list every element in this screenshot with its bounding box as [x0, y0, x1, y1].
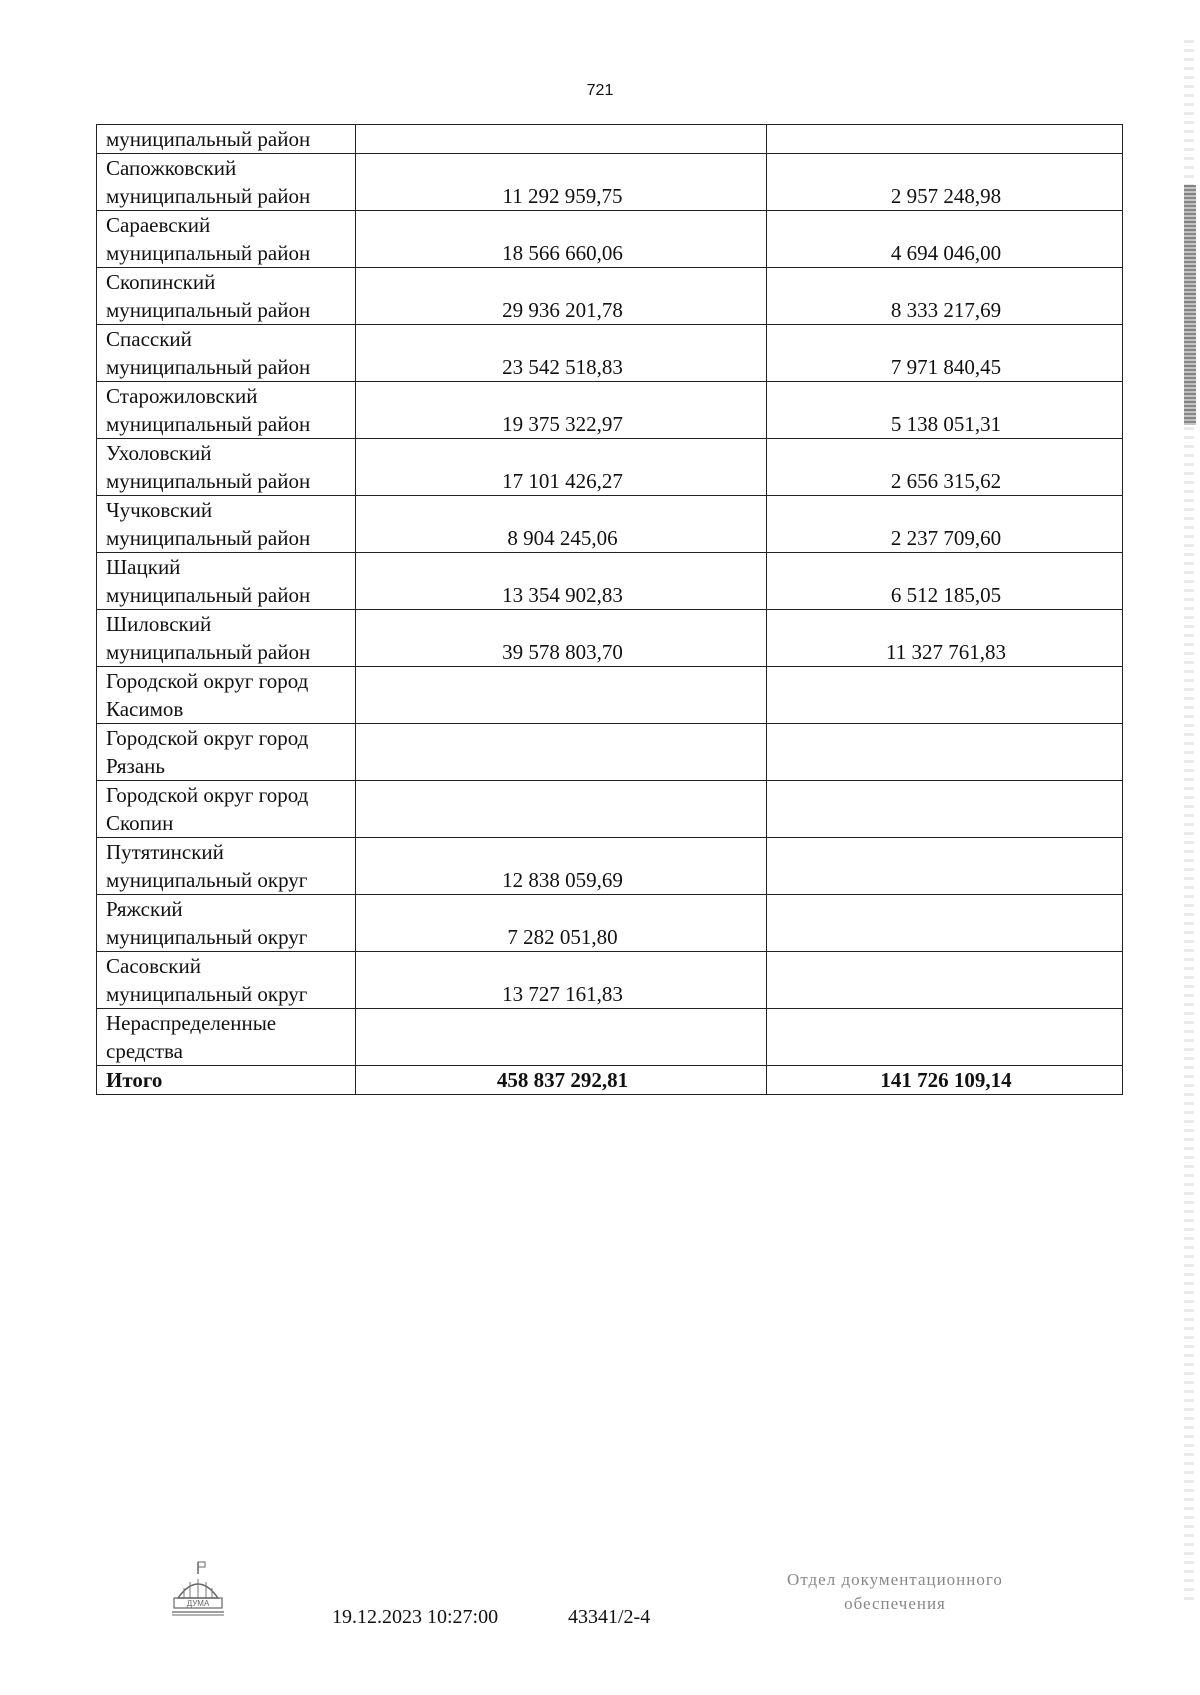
district-name-line: Городской округ город	[106, 669, 309, 693]
district-name-line: Ряжский	[106, 897, 183, 921]
amount-cell: 5 138 051,31	[767, 382, 1123, 439]
duma-logo-icon	[168, 1560, 228, 1620]
district-name-cell	[97, 325, 356, 382]
amount-cell	[767, 667, 1123, 724]
district-name-line: муниципальный район	[106, 241, 311, 265]
district-name-line: муниципальный округ	[106, 868, 308, 892]
district-name-line: Шиловский	[106, 612, 212, 636]
district-name-line: средства	[106, 1039, 184, 1063]
table-row	[97, 781, 1123, 838]
budget-table	[96, 124, 1123, 1095]
footer-department-line: Отдел документационного	[787, 1570, 1003, 1589]
district-name-line: Нераспределенные	[106, 1011, 277, 1035]
district-name-line: муниципальный район	[106, 355, 311, 379]
total-row	[97, 1066, 1123, 1095]
district-name-line: Касимов	[106, 697, 184, 721]
table-row	[97, 439, 1123, 496]
district-name-line: Шацкий	[106, 555, 181, 579]
table-row	[97, 496, 1123, 553]
amount-cell: 8 904 245,06	[356, 496, 767, 553]
district-name-line: муниципальный район	[106, 127, 311, 151]
district-name-line: Сапожковский	[106, 156, 237, 180]
table-row	[97, 553, 1123, 610]
scan-edge-dark	[1184, 185, 1196, 425]
district-name-line: муниципальный район	[106, 583, 311, 607]
amount-cell: 7 971 840,45	[767, 325, 1123, 382]
district-name-line: Ухоловский	[106, 441, 212, 465]
district-name-cell	[97, 781, 356, 838]
district-name-cell	[97, 724, 356, 781]
district-name-line: муниципальный округ	[106, 925, 308, 949]
district-name-line: Городской округ город	[106, 726, 309, 750]
table-row	[97, 895, 1123, 952]
amount-cell: 29 936 201,78	[356, 268, 767, 325]
amount-cell	[767, 1009, 1123, 1066]
amount-cell	[767, 838, 1123, 895]
total-amount-cell: 141 726 109,14	[767, 1066, 1123, 1095]
amount-cell: 13 354 902,83	[356, 553, 767, 610]
amount-cell: 11 327 761,83	[767, 610, 1123, 667]
table-row	[97, 382, 1123, 439]
district-name-line: Городской округ город	[106, 783, 309, 807]
amount-cell	[356, 781, 767, 838]
district-name-cell	[97, 496, 356, 553]
amount-cell: 8 333 217,69	[767, 268, 1123, 325]
table-row	[97, 125, 1123, 154]
table-row	[97, 211, 1123, 268]
district-name-line: муниципальный район	[106, 184, 311, 208]
district-name-cell	[97, 667, 356, 724]
amount-cell: 23 542 518,83	[356, 325, 767, 382]
district-name-line: Чучковский	[106, 498, 213, 522]
footer-datetime: 19.12.2023 10:27:00	[332, 1606, 499, 1628]
amount-cell: 19 375 322,97	[356, 382, 767, 439]
district-name-line: муниципальный район	[106, 526, 311, 550]
amount-cell: 2 957 248,98	[767, 154, 1123, 211]
district-name-line: муниципальный район	[106, 412, 311, 436]
table-row	[97, 610, 1123, 667]
district-name-line: Путятинский	[106, 840, 224, 864]
amount-cell: 12 838 059,69	[356, 838, 767, 895]
table-row	[97, 154, 1123, 211]
district-name-cell	[97, 268, 356, 325]
amount-cell: 6 512 185,05	[767, 553, 1123, 610]
amount-cell: 11 292 959,75	[356, 154, 767, 211]
amount-cell: 39 578 803,70	[356, 610, 767, 667]
district-name-cell	[97, 1009, 356, 1066]
amount-cell: 7 282 051,80	[356, 895, 767, 952]
svg-text:ДУМА: ДУМА	[186, 1599, 210, 1608]
table-row	[97, 1009, 1123, 1066]
page-number: 721	[586, 82, 614, 99]
amount-cell: 4 694 046,00	[767, 211, 1123, 268]
amount-cell: 17 101 426,27	[356, 439, 767, 496]
district-name-cell	[97, 154, 356, 211]
amount-cell	[767, 895, 1123, 952]
amount-cell	[356, 125, 767, 154]
amount-cell	[767, 952, 1123, 1009]
amount-cell	[767, 724, 1123, 781]
district-name-line: Спасский	[106, 327, 192, 351]
district-name-line: муниципальный район	[106, 469, 311, 493]
district-name-cell	[97, 952, 356, 1009]
district-name-cell	[97, 610, 356, 667]
amount-cell	[356, 1009, 767, 1066]
amount-cell: 18 566 660,06	[356, 211, 767, 268]
district-name-cell	[97, 439, 356, 496]
table-body	[97, 125, 1123, 1095]
district-name-cell	[97, 211, 356, 268]
table-row	[97, 667, 1123, 724]
district-name-cell	[97, 838, 356, 895]
district-name-cell	[97, 553, 356, 610]
table-row	[97, 268, 1123, 325]
amount-cell	[356, 667, 767, 724]
table-row	[97, 724, 1123, 781]
footer-department-stamp	[730, 1568, 1060, 1616]
table-row	[97, 952, 1123, 1009]
district-name-line: Рязань	[106, 754, 165, 778]
footer-doc-code: 43341/2-4	[568, 1606, 651, 1628]
amount-cell: 2 237 709,60	[767, 496, 1123, 553]
district-name-line: муниципальный район	[106, 298, 311, 322]
district-name-line: Скопин	[106, 811, 174, 835]
district-name-line: муниципальный район	[106, 640, 311, 664]
district-name-line: Сараевский	[106, 213, 211, 237]
amount-cell	[767, 125, 1123, 154]
amount-cell	[767, 781, 1123, 838]
footer-department-line: обеспечения	[844, 1594, 946, 1613]
district-name-line: Скопинский	[106, 270, 216, 294]
table-row	[97, 838, 1123, 895]
amount-cell: 13 727 161,83	[356, 952, 767, 1009]
total-amount-cell: 458 837 292,81	[356, 1066, 767, 1095]
district-name-line: Сасовский	[106, 954, 201, 978]
district-name-line: муниципальный округ	[106, 982, 308, 1006]
district-name-cell	[97, 125, 356, 154]
table-row	[97, 325, 1123, 382]
district-name-cell	[97, 382, 356, 439]
district-name-line: Старожиловский	[106, 384, 258, 408]
amount-cell	[356, 724, 767, 781]
amount-cell: 2 656 315,62	[767, 439, 1123, 496]
district-name-cell	[97, 895, 356, 952]
total-label-cell: Итого	[97, 1066, 356, 1095]
